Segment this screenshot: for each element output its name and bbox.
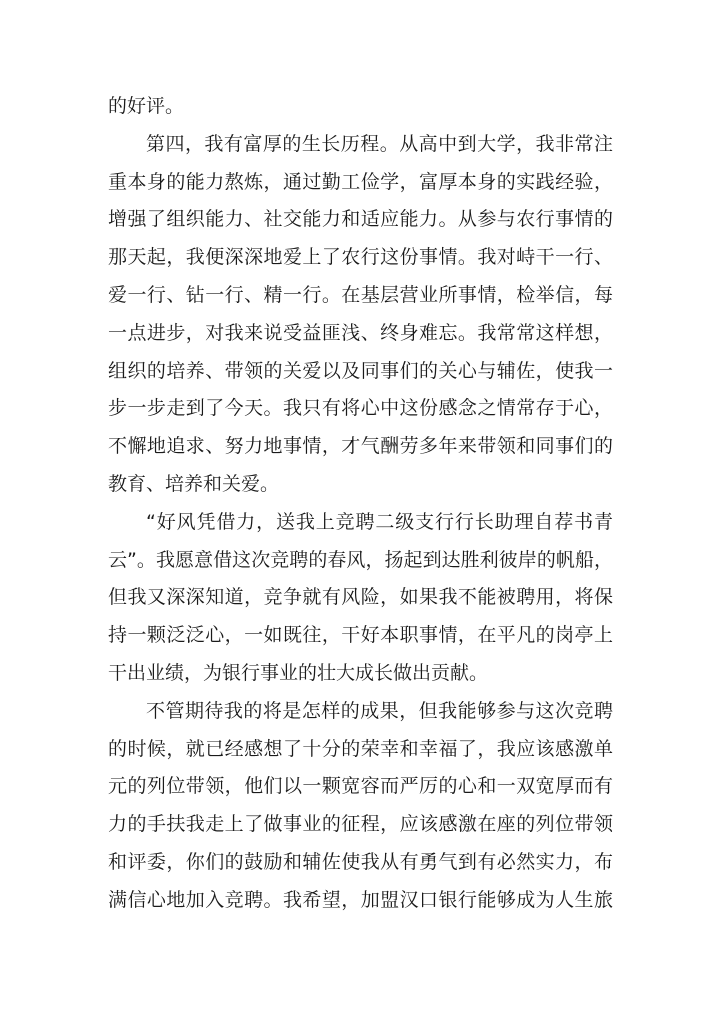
text-line: 步一步走到了今天。我只有将心中这份感念之情常存于心， — [108, 397, 613, 420]
text-line: 云”。我愿意借这次竞聘的春风，扬起到达胜利彼岸的帆船， — [108, 548, 613, 571]
text-line: 干出业绩，为银行事业的壮大成长做出贡献。 — [108, 661, 489, 684]
text-line: 持一颗泛泛心，一如既往，干好本职事情，在平凡的岗亭上 — [108, 624, 613, 647]
text-line: 组织的培养、带领的关爱以及同事们的关心与辅佐，使我一 — [108, 359, 613, 382]
text-line: 但我又深深知道，竞争就有风险，如果我不能被聘用，将保 — [108, 586, 613, 609]
text-line: 不懈地追求、努力地事情，才气酬劳多年来带领和同事们的 — [108, 435, 613, 458]
body-text — [108, 88, 613, 920]
text-line: 爱一行、钻一行、精一行。在基层营业所事情，检举信，每 — [108, 283, 613, 306]
text-line: 那天起，我便深深地爱上了农行这份事情。我对峙干一行、 — [108, 246, 613, 269]
text-line: 和评委，你们的鼓励和辅佐使我从有勇气到有必然实力，布 — [108, 850, 613, 873]
text-line: 一点进步，对我来说受益匪浅、终身难忘。我常常这样想， — [108, 321, 613, 344]
text-line: 的好评。 — [108, 95, 185, 117]
paragraph-first-line: “好风凭借力，送我上竞聘二级支行行长助理自荐书青 — [146, 510, 613, 533]
text-line: 增强了组织能力、社交能力和适应能力。从参与农行事情的 — [108, 208, 613, 231]
paragraph-first-line: 第四，我有富厚的生长历程。从高中到大学，我非常注 — [146, 132, 613, 155]
text-line: 重本身的能力熬炼，通过勤工俭学，富厚本身的实践经验， — [108, 170, 613, 193]
paragraph-first-line: 不管期待我的将是怎样的成果，但我能够参与这次竞聘 — [146, 699, 613, 722]
text-line: 满信心地加入竞聘。我希望，加盟汉口银行能够成为人生旅 — [108, 888, 613, 911]
text-line: 的时候，就已经感想了十分的荣幸和幸福了，我应该感激单 — [108, 737, 613, 760]
text-line: 元的列位带领，他们以一颗宽容而严厉的心和一双宽厚而有 — [108, 775, 613, 798]
text-line: 教育、培养和关爱。 — [108, 472, 280, 495]
text-line: 力的手扶我走上了做事业的征程，应该感激在座的列位带领 — [108, 813, 613, 836]
